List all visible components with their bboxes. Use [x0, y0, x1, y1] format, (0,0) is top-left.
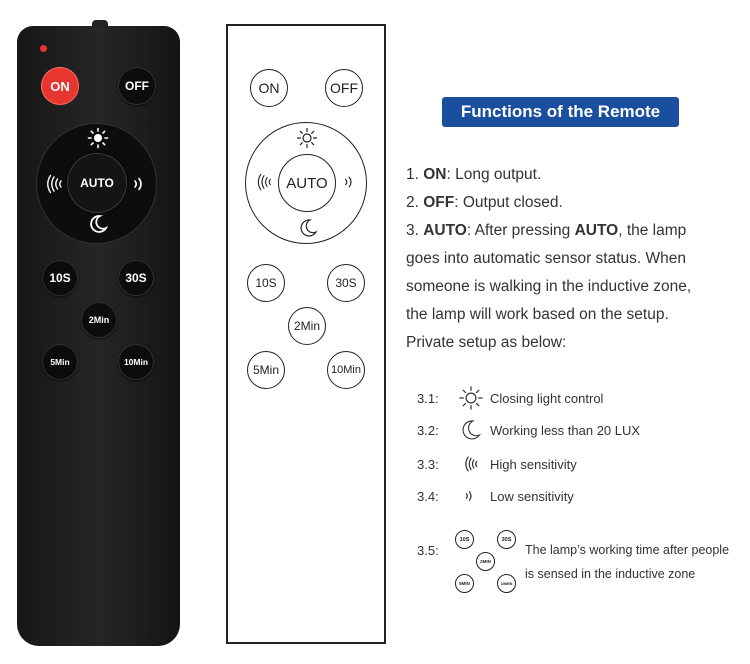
function-auto-line4: the lamp will work based on the setup.	[406, 306, 669, 323]
remote-auto-button[interactable]: AUTO	[67, 153, 127, 213]
timer-note-line1: The lamp’s working time after people	[525, 543, 730, 557]
functions-title: Functions of the Remote	[442, 97, 679, 127]
diagram-10s-button: 10S	[247, 264, 285, 302]
diagram-sun-icon	[296, 127, 318, 149]
remote-2min-button[interactable]: 2Min	[81, 302, 117, 338]
diagram-5min-button: 5Min	[247, 351, 285, 389]
remote-10min-button[interactable]: 10Min	[118, 344, 154, 380]
setup-row-moon: 3.2: Working less than 20 LUX	[417, 418, 640, 442]
function-auto-line3: someone is walking in the inductive zone,	[406, 278, 692, 295]
mini-10s-button-icon: 10S	[455, 530, 474, 549]
low-sensitivity-icon	[455, 486, 487, 506]
setup-row-high-sensitivity: 3.3: High sensitivity	[417, 452, 577, 476]
function-auto-line5: Private setup as below:	[406, 334, 567, 351]
remote-30s-button[interactable]: 30S	[118, 260, 154, 296]
mini-10min-button-icon: 10MIN	[497, 574, 516, 593]
function-auto-line2: goes into automatic sensor status. When	[406, 250, 687, 267]
function-item-auto: 3. AUTO: After pressing AUTO, the lamp	[406, 222, 687, 239]
diagram-30s-button: 30S	[327, 264, 365, 302]
remote-on-button[interactable]: ON	[41, 67, 79, 105]
remote-high-sensitivity-icon[interactable]	[43, 173, 65, 195]
sun-icon	[455, 386, 487, 410]
diagram-off-button: OFF	[325, 69, 363, 107]
diagram-moon-icon	[297, 217, 319, 239]
remote-10s-button[interactable]: 10S	[42, 260, 78, 296]
remote-sun-icon[interactable]	[87, 127, 109, 149]
remote-moon-icon[interactable]	[87, 213, 109, 235]
high-sensitivity-icon	[455, 454, 487, 474]
functions-description	[406, 161, 741, 357]
diagram-on-button: ON	[250, 69, 288, 107]
diagram-auto-button: AUTO	[278, 154, 336, 212]
setup-row-low-sensitivity: 3.4: Low sensitivity	[417, 484, 574, 508]
mini-30s-button-icon: 30S	[497, 530, 516, 549]
moon-icon	[455, 418, 487, 442]
mini-5min-button-icon: 5MIN	[455, 574, 474, 593]
mini-2min-button-icon: 2MIN	[476, 552, 495, 571]
function-item-on: 1. ON: Long output.	[406, 166, 542, 183]
remote-low-sensitivity-icon[interactable]	[132, 173, 150, 195]
diagram-high-sensitivity-icon	[254, 171, 274, 193]
function-item-off: 2. OFF: Output closed.	[406, 194, 563, 211]
diagram-10min-button: 10Min	[327, 351, 365, 389]
setup-row-sun: 3.1: Closing light control	[417, 386, 603, 410]
indicator-led	[40, 45, 47, 52]
diagram-2min-button: 2Min	[288, 307, 326, 345]
remote-5min-button[interactable]: 5Min	[42, 344, 78, 380]
timer-note-line2: is sensed in the inductive zone	[525, 567, 696, 581]
remote-off-button[interactable]: OFF	[118, 67, 156, 105]
diagram-low-sensitivity-icon	[343, 171, 359, 193]
setup-timer-num: 3.5:	[417, 543, 439, 558]
